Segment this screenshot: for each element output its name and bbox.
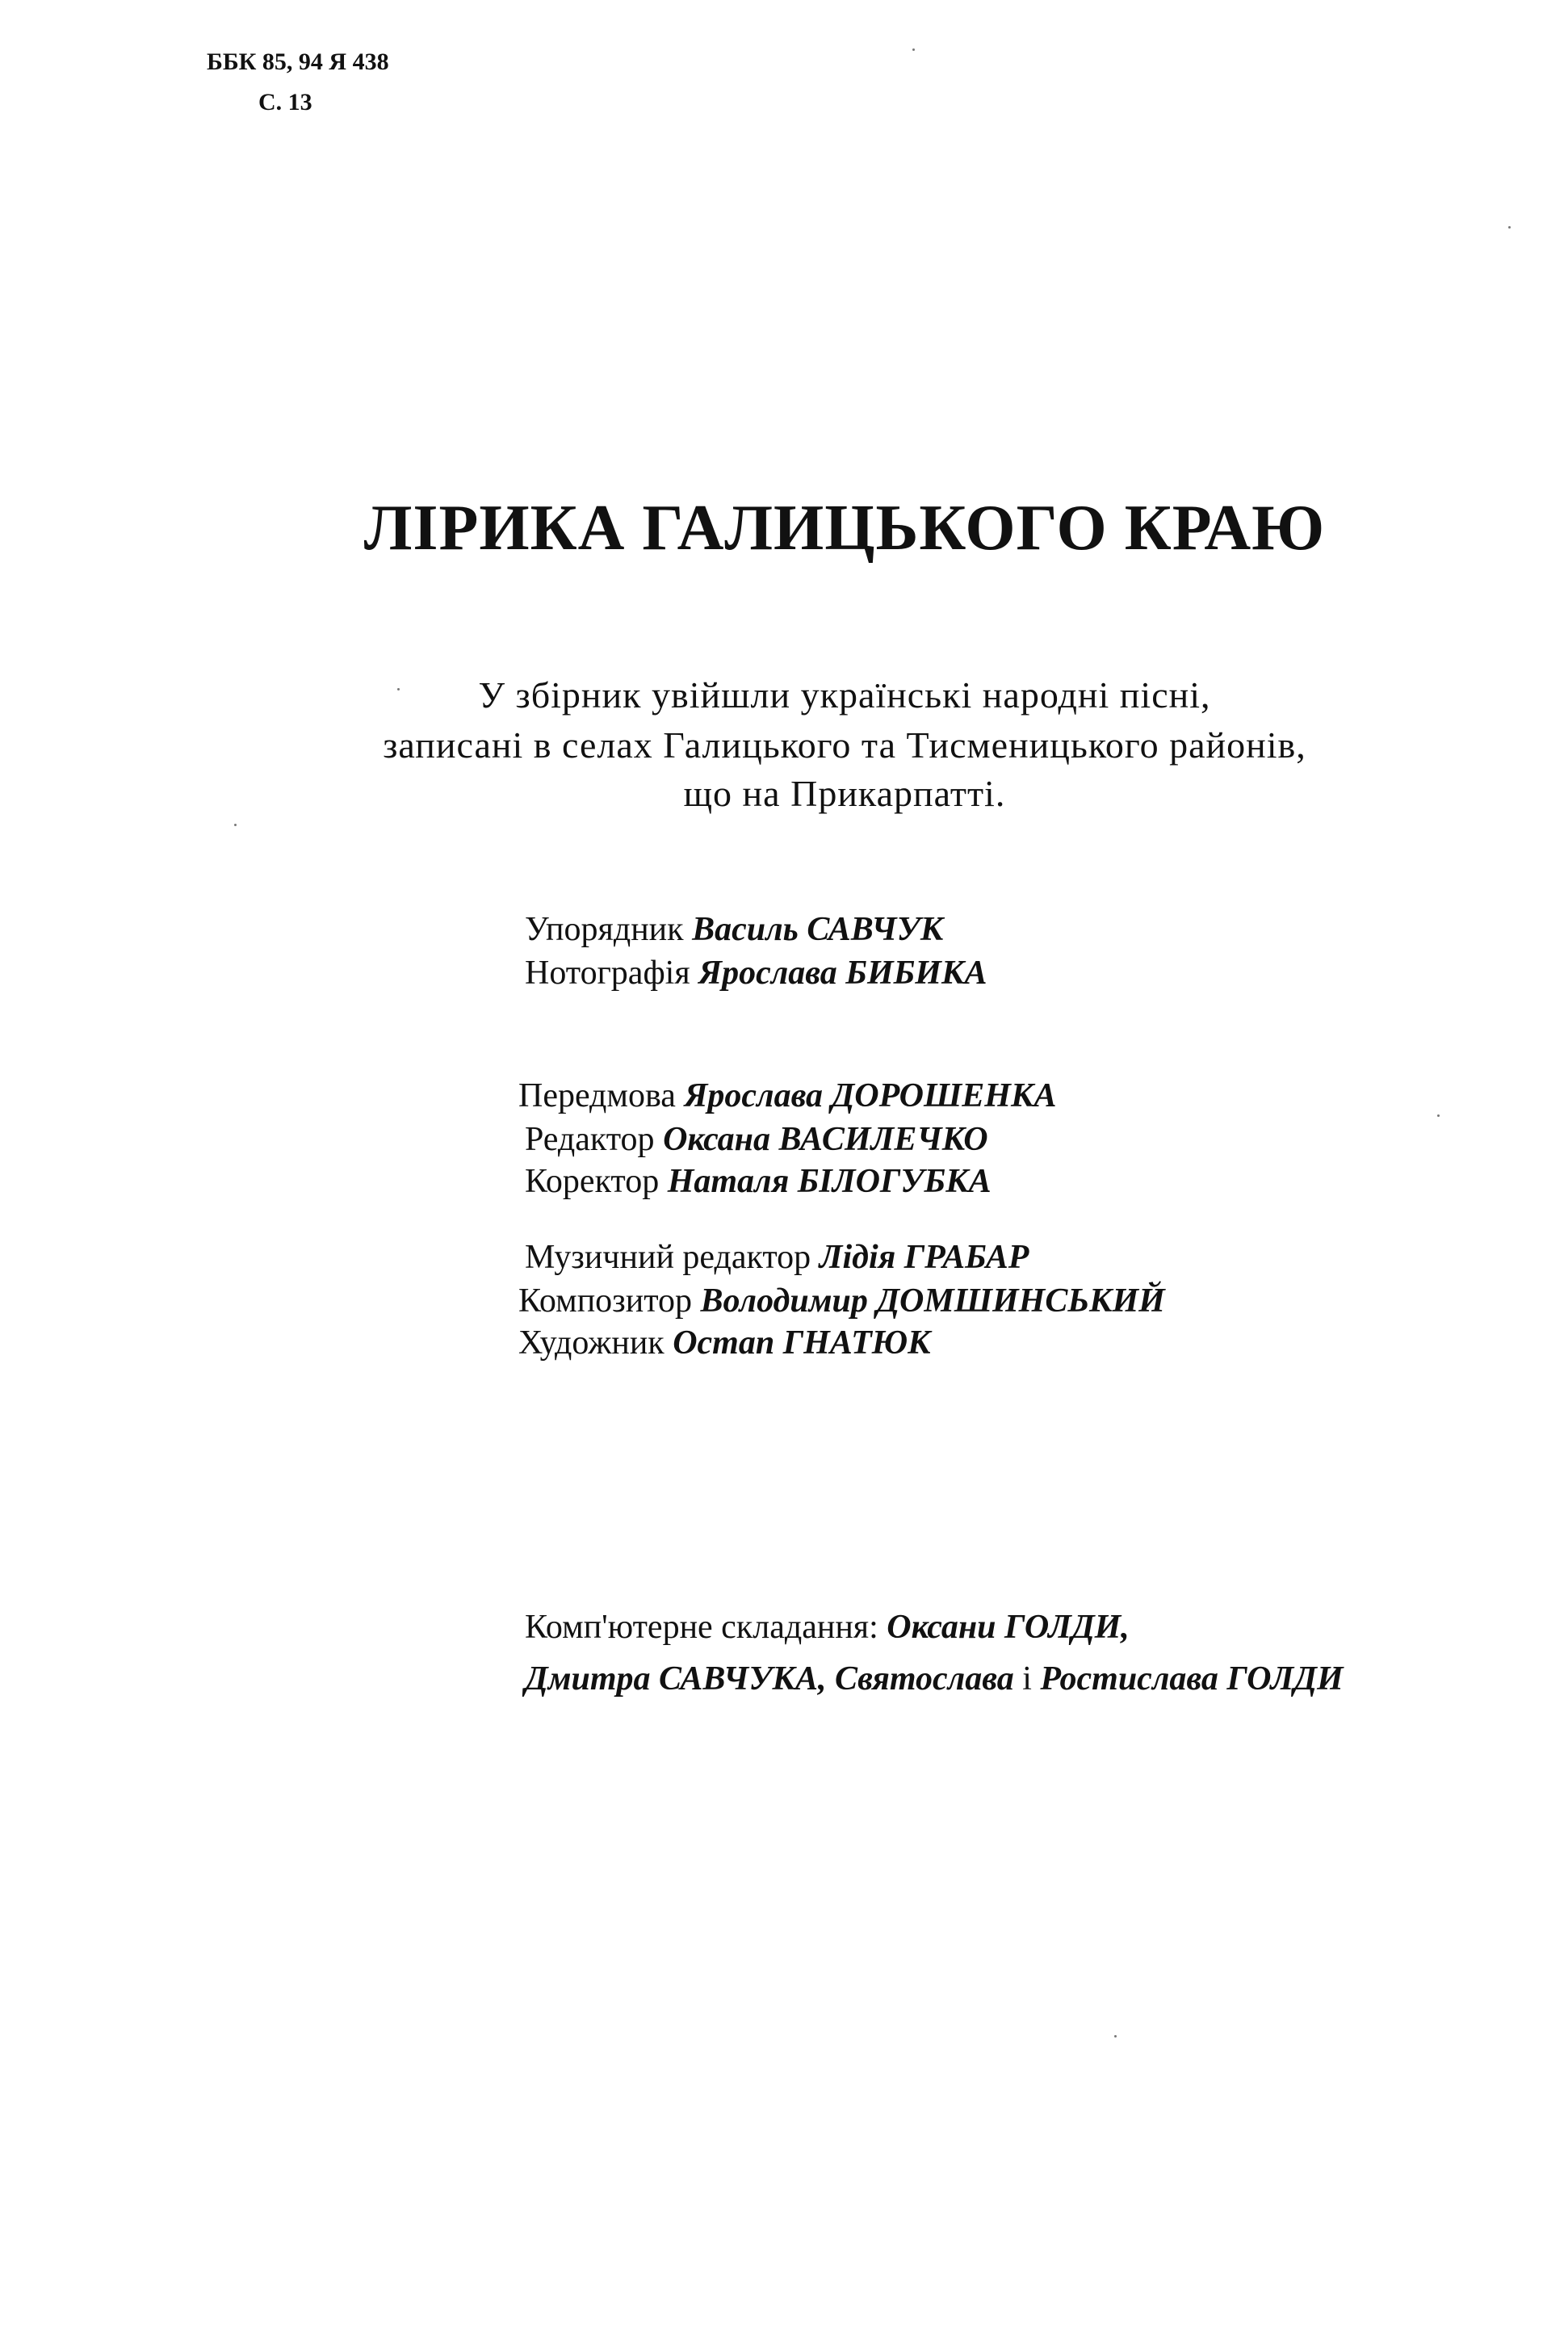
scan-speck (397, 688, 400, 690)
credit-notation (525, 956, 987, 990)
credit-role: Композитор (518, 1282, 701, 1320)
page-reference: С. 13 (258, 89, 312, 115)
credit-name: Ярослава ДОРОШЕНКА (684, 1077, 1057, 1114)
typesetting-connector: і (1013, 1660, 1041, 1698)
credit-typesetting-continued (525, 1662, 1344, 1696)
credit-foreword (518, 1079, 1056, 1113)
credit-role: Коректор (525, 1163, 668, 1200)
credit-name: Оксана ВАСИЛЕЧКО (663, 1121, 988, 1158)
credit-name: Остап ГНАТЮК (673, 1324, 931, 1362)
description-line-2: записані в селах Галицького та Тисменицького районів, (383, 724, 1306, 766)
credit-name: Наталя БІЛОГУБКА (667, 1163, 992, 1200)
scan-speck (1437, 1114, 1440, 1117)
credit-editor (525, 1123, 988, 1156)
credit-artist (518, 1326, 931, 1360)
credit-composer (518, 1284, 1165, 1318)
credit-compiler (525, 913, 943, 946)
credit-role: Художник (518, 1324, 673, 1362)
credit-role: Музичний редактор (525, 1239, 820, 1276)
description-line-3: що на Прикарпатті. (683, 773, 1006, 814)
credit-proofreader (525, 1165, 992, 1198)
book-title: ЛІРИКА ГАЛИЦЬКОГО КРАЮ (363, 493, 1326, 564)
credit-name: Василь САВЧУК (692, 911, 944, 948)
credit-role: Редактор (525, 1121, 664, 1158)
scan-speck (912, 48, 915, 51)
credit-typesetting (525, 1610, 1130, 1644)
scan-speck (1114, 2035, 1117, 2038)
credit-role: Нотографія (525, 955, 699, 992)
credit-name: Лідія ГРАБАР (819, 1239, 1029, 1276)
credit-role: Передмова (518, 1077, 685, 1114)
bbk-classification: ББК 85, 94 Я 438 (207, 48, 389, 75)
description-line-1: У збірник увійшли українські народні пісні, (478, 674, 1211, 716)
credit-role: Упорядник (525, 911, 693, 948)
typesetting-names-1: Оксани ГОЛДИ, (887, 1609, 1130, 1646)
credit-name: Володимир ДОМШИНСЬКИЙ (700, 1282, 1165, 1320)
credit-music-editor (525, 1240, 1029, 1274)
typesetting-names-2b: Ростислава ГОЛДИ (1040, 1660, 1344, 1698)
scan-speck (1508, 226, 1511, 229)
scan-speck (234, 824, 237, 826)
typesetting-role: Комп'ютерне складання: (525, 1609, 887, 1646)
typesetting-names-2a: Дмитра САВЧУКА, Святослава (525, 1660, 1014, 1698)
credit-name: Ярослава БИБИКА (698, 955, 987, 992)
